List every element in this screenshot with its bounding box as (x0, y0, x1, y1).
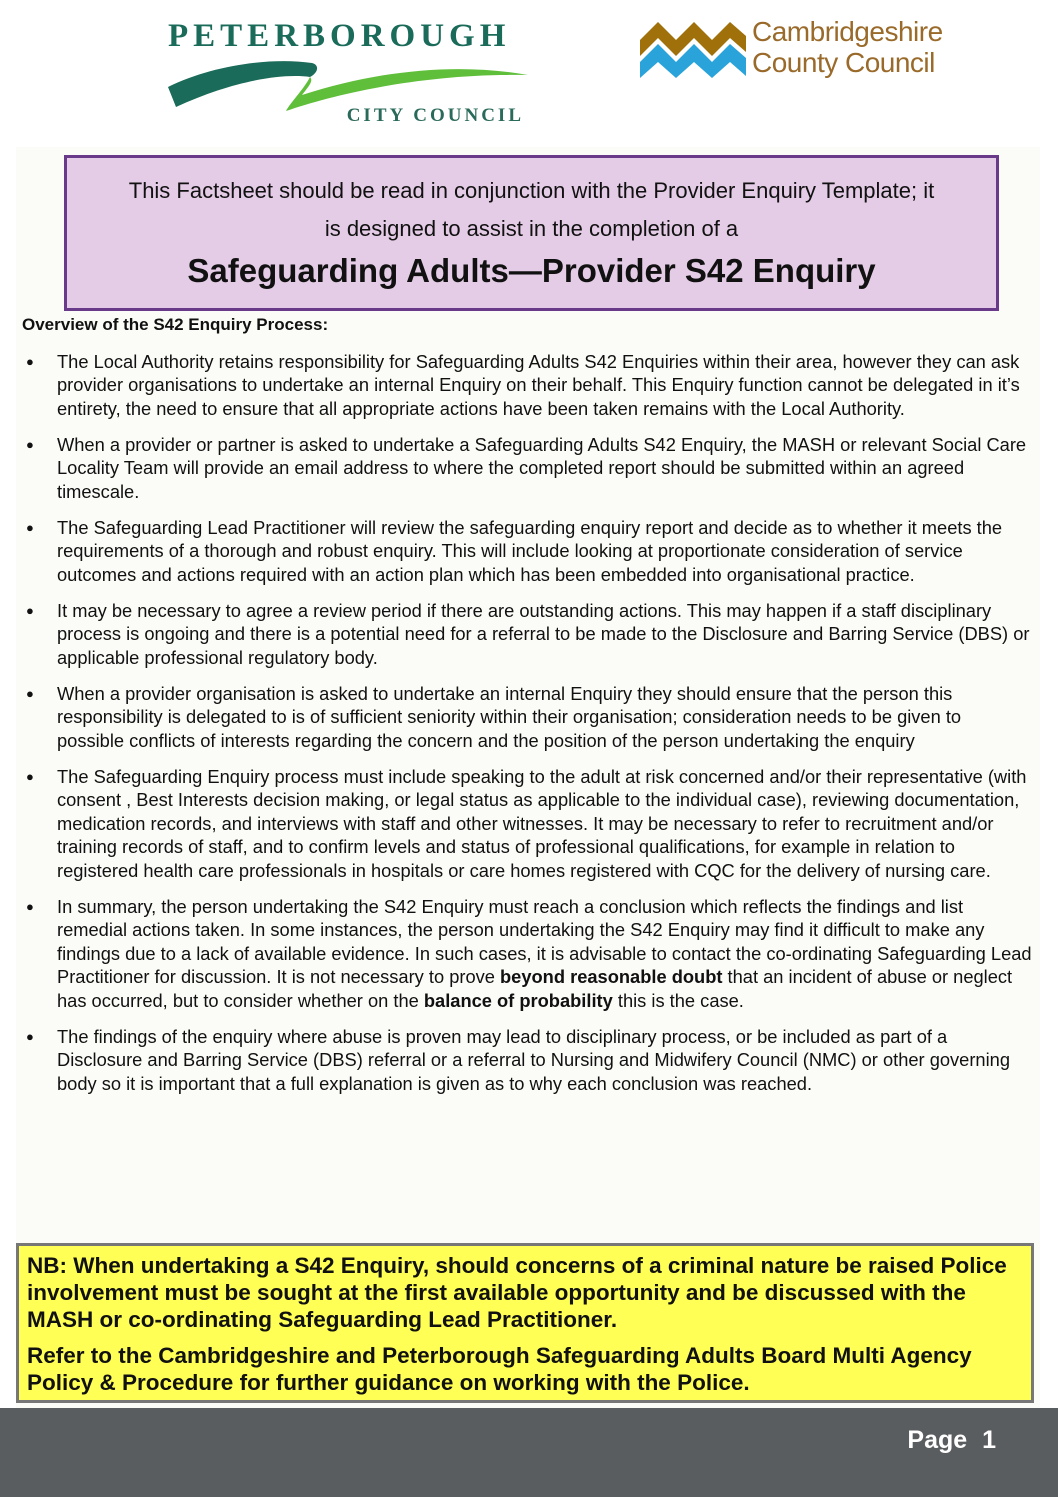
bullet-icon: ● (26, 437, 34, 453)
bullet-text: When a provider organisation is asked to undertake an internal Enquiry they should ensure that the person this responsibility is delegated to is of sufficient seniority within their organisation; consideration needs to be given to possible conflicts of interests regarding the concern and the position of the person undertaking the enquiry (57, 683, 962, 751)
overview-bullet-list (22, 350, 1032, 1108)
bullet-item (22, 350, 1032, 420)
emphasis-balance-of-probability: balance of probability (423, 989, 613, 1011)
policy-reference-paragraph: Refer to the Cambridgeshire and Peterborough Safeguarding Adults Board Multi Agency Policy & Procedure for further guidance on working with the Police. (27, 1343, 972, 1395)
bullet-icon: ● (26, 354, 34, 369)
bullet-text: When a provider or partner is asked to undertake a Safeguarding Adults S42 Enquiry, the MASH or relevant Social Care Locality Team will provide an email address to where the completed report should be submitted within an agreed timescale. (57, 434, 1027, 502)
bullet-text: The Safeguarding Lead Practitioner will review the safeguarding enquiry report and decide as to whether it meets the requirements of a thorough and robust enquiry. This will include looking at proportionate consideration of service outcomes and actions required with an action plan which has been embedded into organisational practice. (57, 517, 1003, 585)
bullet-text: The Safeguarding Enquiry process must include speaking to the adult at risk concerned and/or their representative (with consent , Best Interests decision making, or legal status as applicable to the individual case), reviewing documentation, medication records, and interviews with staff and other witnesses. It may be necessary to refer to recruitment and/or training records of staff, and to confirm levels and status of professional qualifications, for example in relation to registered health care professionals in hospitals or care homes registered with CQC for the delivery of nursing care. (57, 766, 1027, 881)
bullet-item (22, 895, 1032, 1012)
bullet-item (22, 516, 1032, 586)
overview-heading: Overview of the S42 Enquiry Process: (22, 315, 329, 334)
bullet-item (22, 682, 1032, 752)
bullet-icon: ● (26, 603, 34, 619)
bullet-item (22, 433, 1032, 503)
emphasis-beyond-reasonable-doubt: beyond reasonable doubt (500, 966, 723, 988)
pcc-logo-title: PETERBOROUGH (168, 18, 511, 54)
page-footer (0, 1408, 1058, 1497)
police-note-paragraph: NB: When undertaking a S42 Enquiry, should concerns of a criminal nature be raised Police involvement must be sought at the first available opportunity and be discussed with the MASH or co-ordinating Safeguarding Lead Practitioner. (27, 1253, 1007, 1332)
bullet-text-part: this is the case. (612, 989, 744, 1011)
police-note-box (16, 1243, 1034, 1403)
bullet-icon: ● (26, 1028, 34, 1044)
document-title: Safeguarding Adults—Provider S42 Enquiry (187, 252, 876, 289)
bullet-text (57, 896, 1032, 1011)
bullet-item (22, 1025, 1032, 1095)
ccc-logo-line1: Cambridgeshire (752, 16, 943, 47)
ccc-zigzag-icon (640, 18, 748, 80)
pcc-logo-subtitle: CITY COUNCIL (346, 105, 524, 126)
bullet-icon: ● (26, 769, 34, 785)
ccc-logo-line2: County Council (752, 47, 935, 78)
intro-box (64, 155, 999, 311)
bullet-text: The findings of the enquiry where abuse is proven may lead to disciplinary process, or be included as part of a Disclosure and Barring Service (DBS) referral or a referral to Nursing and Midwifery Council (NMC) or other governing body so it is important that a full explanation is given as to why each conclusion was reached. (57, 1025, 1010, 1094)
bullet-text-part: that an incident of abuse or neglect has occurred, but to consider whether on the (57, 966, 1013, 1011)
bullet-text-part: In summary, the person undertaking the S42 Enquiry must reach a conclusion which reflects the findings and list remedial actions taken. In some instances, the person undertaking the S42 Enquiry may find it difficult to make any findings due to a lack of available evidence. In such cases, it is advisable to contact the co-ordinating Safeguarding Lead Practitioner for discussion. It is not necessary to prove (57, 895, 1032, 988)
bullet-icon: ● (26, 898, 34, 914)
bullet-icon: ● (26, 520, 34, 536)
bullet-item (22, 599, 1032, 669)
bullet-text: The Local Authority retains responsibility for Safeguarding Adults S42 Enquiries within their area, however they can ask provider organisations to undertake an internal Enquiry on their behalf. This Enquiry function cannot be delegated in it’s entirety, the need to ensure that all appropriate actions have been taken remains with the Local Authority. (57, 351, 1020, 419)
page-number: Page 1 (907, 1426, 996, 1454)
intro-line-1: This Factsheet should be read in conjunction with the Provider Enquiry Template; it (128, 178, 935, 203)
bullet-text: It may be necessary to agree a review period if there are outstanding actions. This may happen if a staff disciplinary process is ongoing and there is a potential need for a referral to be made to the Disclosure and Barring Service (DBS) or applicable professional regulatory body. (57, 600, 1030, 668)
peterborough-city-council-logo (162, 10, 532, 130)
bullet-icon: ● (26, 686, 34, 702)
bullet-item (22, 765, 1032, 882)
ccc-logo-text (752, 16, 943, 78)
cambridgeshire-county-council-logo (640, 14, 950, 84)
intro-line-2: is designed to assist in the completion of a (324, 216, 739, 241)
